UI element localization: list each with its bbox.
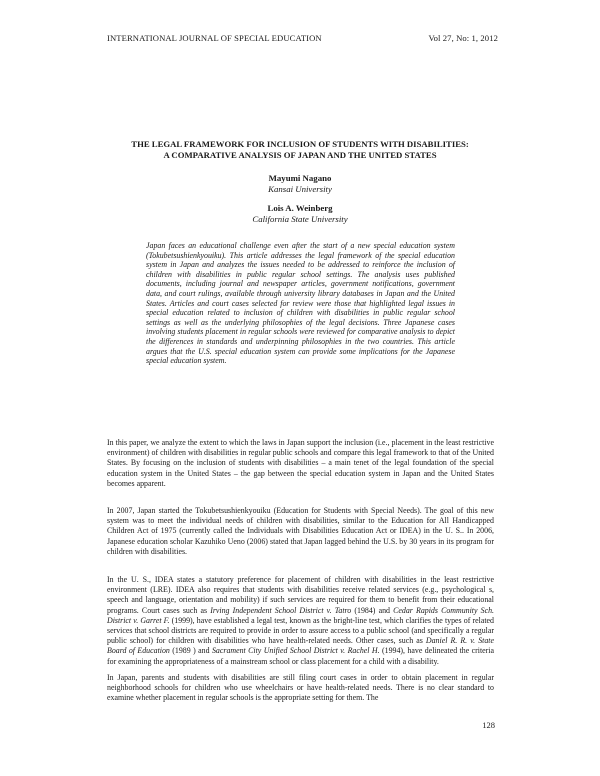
text-run: (1989 ) and: [169, 646, 212, 656]
abstract: Japan faces an educational challenge even after the start of a new special education system (Tokubetsushienkyouiku). This article addresses the legal framework of the special education system in Japan and analyzes the issues needed to be addressed to reinforce the inclusion of children with disabilities in public regular school settings. The analysis uses published documents, including journal and newspaper articles, government notifications, government data, and court rulings, available through university library databases in Japan and the United States. Articles and court cases selected for review were those that highlighted legal issues in special education related to inclusion of children with disabilities in public regular school settings as well as the underlying philosophies of the legal decisions. Three Japanese cases involving students placement in regular schools were reviewed for comparative analysis to depict the differences in standards and underpinning philosophies in the two countries. This article argues that the U.S. special education system can provide some implications for the Japanese special education system.: [146, 241, 455, 366]
case-citation: Cedar Rapids Community Sch. District v. Garret F.: [107, 605, 494, 625]
text-run: (1984) and: [351, 605, 394, 615]
body-paragraph-3: [107, 575, 494, 667]
title-line-2: A COMPARATIVE ANALYSIS OF JAPAN AND THE UNITED STATES: [163, 150, 437, 160]
volume-info: Vol 27, No: 1, 2012: [428, 33, 498, 43]
title-line-1: THE LEGAL FRAMEWORK FOR INCLUSION OF STUDENTS WITH DISABILITIES:: [131, 139, 469, 149]
text-run: In the U. S., IDEA states a statutory preference for placement of children with disabilities in the least restrictive environment (LRE). IDEA also requires that students with disabilities receive related services (e.g., psychological s, speech and language, orientation and mobility) if such services are required for them to benefit from their educational programs. Court cases such as: [107, 575, 494, 615]
author-affiliation: California State University: [252, 213, 348, 224]
author-1: [150, 173, 450, 194]
article-title: [100, 139, 500, 161]
case-citation: Daniel R. R. v. State Board of Education: [107, 636, 494, 656]
journal-name: INTERNATIONAL JOURNAL OF SPECIAL EDUCATION: [107, 33, 322, 43]
body-paragraph-1: In this paper, we analyze the extent to which the laws in Japan support the inclusion (i.e., placement in the least restrictive environment) of children with disabilities in regular public schools and compare this legal framework to that of the United States. By focusing on the inclusion of students with disabilities – a main tenet of the legal foundation of the special education system in the United States – the gap between the special education system in Japan and the United States becomes apparent.: [107, 438, 494, 488]
author-name: Mayumi Nagano: [268, 173, 332, 183]
author-name: Lois A. Weinberg: [267, 203, 333, 213]
author-2: [150, 203, 450, 224]
page-number: 128: [482, 720, 495, 730]
case-citation: Irving Independent School District v. Tatro: [210, 605, 352, 615]
body-paragraph-2: In 2007, Japan started the Tokubetsushienkyouiku (Education for Students with Special Needs). The goal of this new system was to meet the individual needs of children with disabilities, similar to the Education for All Handicapped Children Act of 1975 (currently called the Individuals with Disabilities Education Act or IDEA) in the U. S.. In 2006, Japanese education scholar Kazuhiko Ueno (2006) stated that Japan lagged behind the U.S. by 30 years in its program for children with disabilities.: [107, 506, 494, 556]
text-run: (1999), have established a legal test, known as the bright-line test, which clarifies the types of related services that school districts are required to provide in order to assure access to a public school (and specifically a regular public school) for children with disabilities who have health-related needs. Other cases, such as: [107, 615, 494, 646]
body-paragraph-4: In Japan, parents and students with disabilities are still filing court cases in order to obtain placement in regular neighborhood schools for children who use wheelchairs or have health-related needs. There is no clear standard to examine whether placement in regular schools is the appropriate setting for them. The: [107, 673, 494, 703]
author-affiliation: Kansai University: [268, 183, 332, 194]
text-run: (1994), have delineated the criteria for examining the appropriateness of a mainstream school or class placement for a child with a disability.: [107, 646, 494, 666]
case-citation: Sacrament City Unified School District v. Rachel H.: [211, 646, 380, 656]
running-header: [107, 33, 498, 45]
